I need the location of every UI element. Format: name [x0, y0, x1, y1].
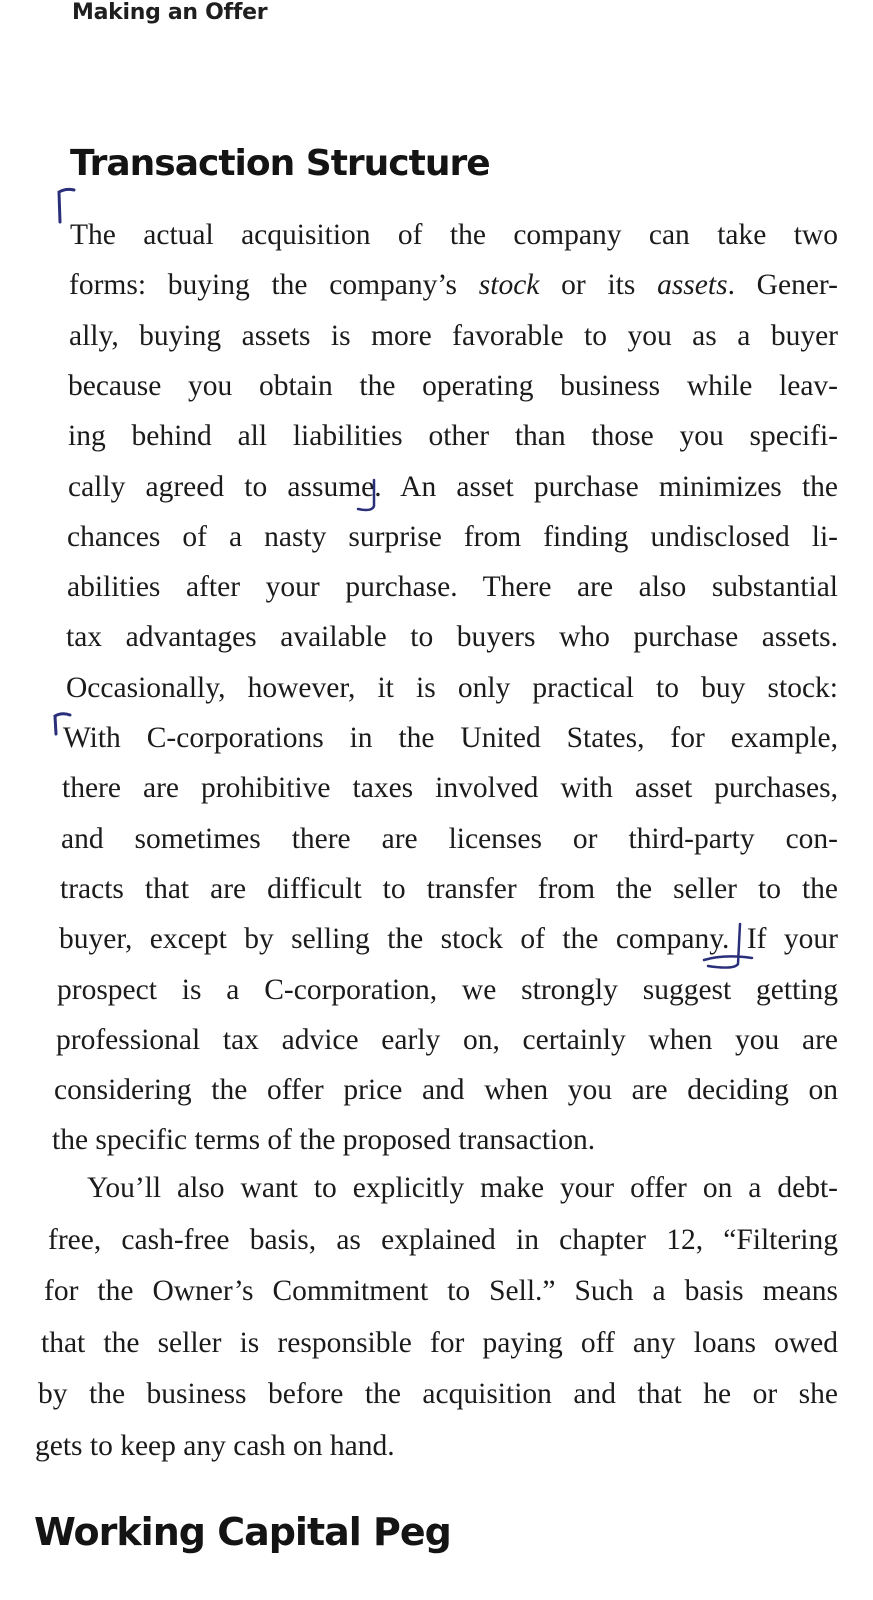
- text-line: that the seller is responsible for paying off any loans owed: [41, 1327, 838, 1359]
- text-line: gets to keep any cash on hand.: [35, 1430, 395, 1462]
- text-line: prospect is a C-corporation, we strongly suggest getting: [57, 974, 838, 1006]
- text-line: considering the offer price and when you are deciding on: [54, 1074, 838, 1106]
- text-line: and sometimes there are licenses or third-party con-: [61, 823, 838, 855]
- text-line: the specific terms of the proposed transaction.: [52, 1124, 596, 1156]
- next-section-heading: Working Capital Peg: [34, 1510, 451, 1554]
- text-line: You’ll also want to explicitly make your offer on a debt-: [87, 1172, 838, 1204]
- text-line: because you obtain the operating business while leav-: [68, 370, 838, 402]
- text-line: With C-corporations in the United States, for example,: [63, 722, 838, 754]
- text-line: tracts that are difficult to transfer from the seller to the: [60, 873, 838, 905]
- text-line: ally, buying assets is more favorable to you as a buyer: [69, 320, 838, 352]
- text-line: for the Owner’s Commitment to Sell.” Such a basis means: [44, 1275, 838, 1307]
- text-line: free, cash-free basis, as explained in chapter 12, “Filtering: [48, 1224, 838, 1256]
- text-line: professional tax advice early on, certainly when you are: [56, 1024, 838, 1056]
- text-line: ing behind all liabilities other than those you specifi-: [68, 420, 838, 452]
- text-line: tax advantages available to buyers who purchase assets.: [66, 621, 838, 653]
- text-line: by the business before the acquisition and that he or she: [38, 1378, 838, 1410]
- text-line: chances of a nasty surprise from finding undisclosed li-: [67, 521, 838, 553]
- running-head: Making an Offer: [72, 0, 268, 25]
- text-line: Occasionally, however, it is only practical to buy stock:: [66, 672, 838, 704]
- text-line: cally agreed to assume. An asset purchase minimizes the: [68, 471, 838, 503]
- text-line: forms: buying the company’s stock or its assets. Gener-: [69, 269, 838, 301]
- text-line: abilities after your purchase. There are also substantial: [67, 571, 838, 603]
- section-heading: Transaction Structure: [70, 143, 490, 184]
- text-line: there are prohibitive taxes involved with asset purchases,: [62, 772, 838, 804]
- text-line: buyer, except by selling the stock of the company. If your: [59, 923, 838, 955]
- text-line: The actual acquisition of the company can take two: [70, 219, 838, 251]
